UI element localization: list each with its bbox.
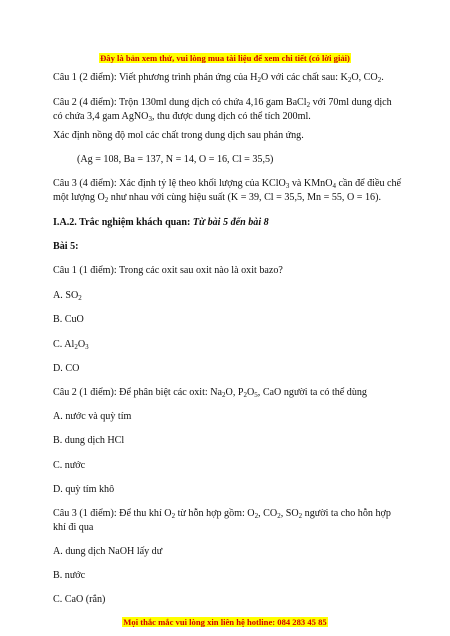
mc1-option-b: B. CuO <box>53 314 84 325</box>
mc1-option-d: D. CO <box>53 363 80 374</box>
section-heading: I.A.2. Trắc nghiệm khách quan: Từ bài 5 đến bài 8 <box>53 217 269 228</box>
mc2-option-a: A. nước và quỳ tím <box>53 411 132 422</box>
mc1-option-c: C. $Al_2O_3$ <box>53 339 89 351</box>
mc1-option-a: A. $SO_2$ <box>53 290 82 302</box>
preview-notice-banner: Đây là bản xem thử, vui lòng mua tài liệu để xem chi tiết (có lời giải) <box>100 53 350 63</box>
mc-question-3-line-1: Câu 3 (1 điểm): Để thu khí $O_2$ từ hỗn hợp gồm: $O_2$, $CO_2$, $SO_2$ người ta cho hỗn hợp <box>53 508 391 520</box>
mc-question-1: Câu 1 (1 điểm): Trong các oxit sau oxit nào là oxit bazo? <box>53 265 283 276</box>
mc2-option-d: D. quỳ tím khô <box>53 484 115 495</box>
question-3-line-2: một lượng $O_2$ như nhau với cùng hiệu suất (K = 39, Cl = 35,5, Mn = 55, O = 16). <box>53 192 381 204</box>
mc3-option-b-visible: B. nước <box>53 570 86 581</box>
mc2-option-c: C. nước <box>53 460 86 471</box>
question-1: Câu 1 (2 điểm): Viết phương trình phản ứng của $H_2O$ với các chất sau: $K_2O$, $CO_2$. <box>53 72 384 84</box>
question-2-line-3: Xác định nồng độ mol các chất trong dung dịch sau phản ứng. <box>53 130 304 141</box>
atomic-masses-note: (Ag = 108, Ba = 137, N = 14, O = 16, Cl = 35,5) <box>77 154 274 165</box>
question-2-line-2: có chứa 3,4 gam AgNO$_3$, thu được dung dịch có thể tích 200ml. <box>53 111 311 123</box>
mc2-option-b: B. dung dịch HCl <box>53 435 125 446</box>
hotline-banner: Mọi thắc mắc vui lòng xin liên hệ hotline: 084 283 45 85 <box>123 617 327 627</box>
question-3-line-1: Câu 3 (4 điểm): Xác định tỷ lệ theo khối lượng của KClO$_3$ và KMnO$_4$ cần để điều chế <box>53 178 402 190</box>
mc-question-2: Câu 2 (1 điểm): Để phân biệt các oxit: $Na_2O$, $P_2O_5$, CaO người ta có thể dùng <box>53 387 367 399</box>
mc-question-3-line-2: khí đi qua <box>53 522 94 533</box>
exercise-title: Bài 5: <box>53 241 79 252</box>
mc3-option-a: A. dung dịch NaOH lấy dư <box>53 546 163 557</box>
mc3-option-c: C. CaO (rắn) <box>53 594 106 605</box>
question-2-line-1: Câu 2 (4 điểm): Trộn 130ml dung dịch có chứa 4,16 gam BaCl$_2$ với 70ml dung dịch <box>53 97 392 109</box>
